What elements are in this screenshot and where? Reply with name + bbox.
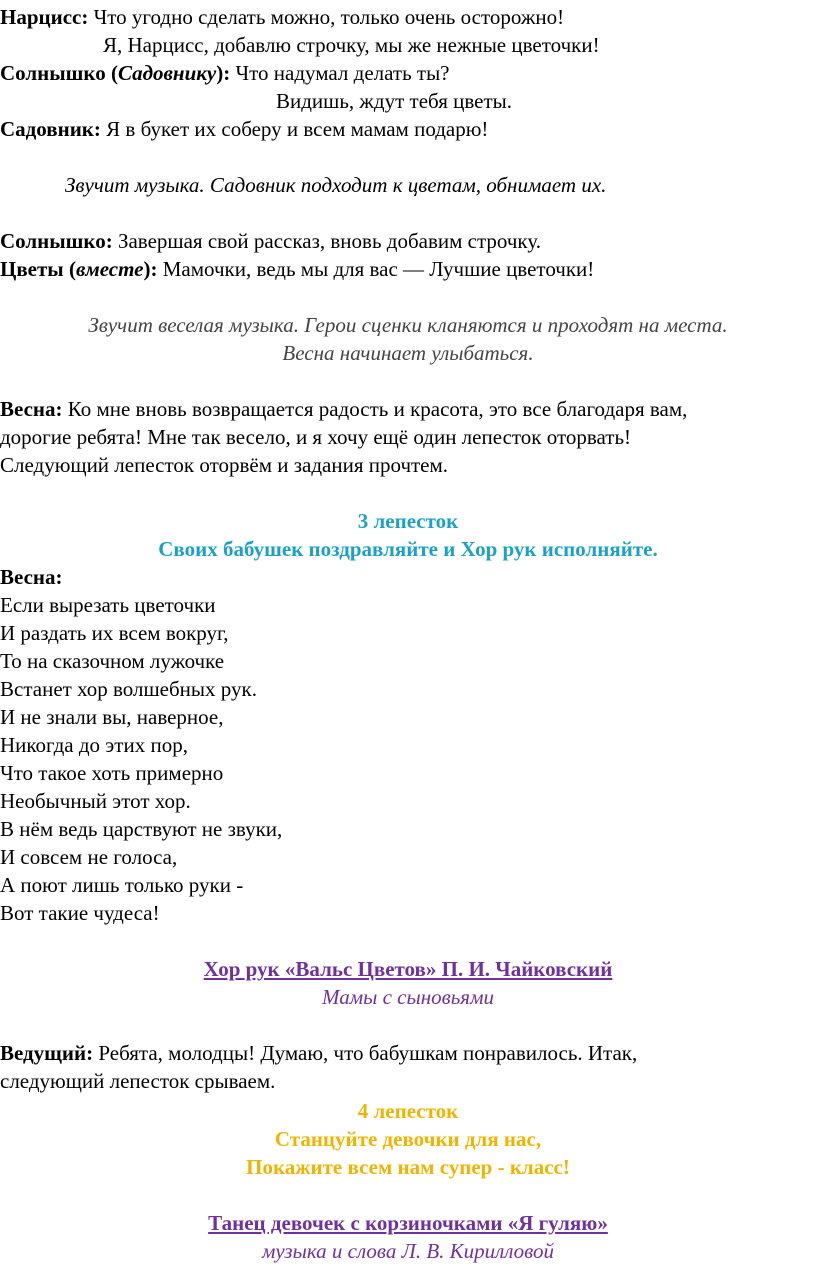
poem-line: А поют лишь только руки - <box>0 873 244 897</box>
gardener-line <box>0 115 488 143</box>
performance-1-subtitle: Мамы с сыновьями <box>322 985 494 1009</box>
petal-4-line-2: Покажите всем нам супер - класс! <box>246 1155 570 1179</box>
speaker-narcissus: Нарцисс: <box>0 5 89 29</box>
performance-2-subtitle: музыка и слова Л. В. Кирилловой <box>261 1239 555 1263</box>
sun-line <box>0 59 450 87</box>
speaker-flowers-end: ): <box>143 257 158 281</box>
performance-1-title: Хор рук «Вальс Цветов» П. И. Чайковский <box>203 957 613 981</box>
spring-line-3: Следующий лепесток оторвём и задания прочтем. <box>0 453 449 477</box>
speaker-sun-end: ): <box>216 61 231 85</box>
host-line-2: следующий лепесток срываем. <box>0 1069 276 1093</box>
spring-line-2: дорогие ребята! Мне так весело, и я хочу ещё один лепесток оторвать! <box>0 425 632 449</box>
speaker-sun: Солнышко ( <box>0 61 118 85</box>
host-text: Ребята, молодцы! Думаю, что бабушкам понравилось. Итак, <box>93 1041 638 1065</box>
flowers-line <box>0 255 594 283</box>
poem-line: Что такое хоть примерно <box>0 761 224 785</box>
stage-direction-1: Звучит музыка. Садовник подходит к цветам, обнимает их. <box>65 173 607 197</box>
poem-line: Встанет хор волшебных рук. <box>0 677 257 701</box>
petal-4-line-1: Станцуйте девочки для нас, <box>274 1127 542 1151</box>
sun-text-2: Завершая свой рассказ, вновь добавим строчку. <box>112 229 541 253</box>
stage-direction-to-gardener: Садовнику <box>117 61 217 85</box>
poem-line: Необычный этот хор. <box>0 789 191 813</box>
speaker-host: Ведущий: <box>0 1041 94 1065</box>
petal-3-subtitle: Своих бабушек поздравляйте и Хор рук исполняйте. <box>158 537 658 561</box>
sun-line-3 <box>0 227 541 255</box>
performance-2-title: Танец девочек с корзиночками «Я гуляю» <box>208 1211 608 1235</box>
stage-direction-2b: Весна начинает улыбаться. <box>282 341 534 365</box>
stage-direction-together: вместе <box>75 257 144 281</box>
narcissus-text: Что угодно сделать можно, только очень осторожно! <box>88 5 565 29</box>
petal-3-title: 3 лепесток <box>357 509 459 533</box>
spring-line <box>0 395 687 423</box>
stage-direction-2a: Звучит веселая музыка. Герои сценки кланяются и проходят на места. <box>88 313 728 337</box>
flowers-text: Мамочки, ведь мы для вас — Лучшие цветочки! <box>157 257 595 281</box>
sun-line-2: Видишь, ждут тебя цветы. <box>276 89 512 113</box>
poem-line: И раздать их всем вокруг, <box>0 621 229 645</box>
speaker-flowers: Цветы ( <box>0 257 76 281</box>
petal-4-title: 4 лепесток <box>357 1099 459 1123</box>
speaker-sun-2: Солнышко: <box>0 229 113 253</box>
poem-line: Никогда до этих пор, <box>0 733 188 757</box>
poem-line: И совсем не голоса, <box>0 845 178 869</box>
poem-line: То на сказочном лужочке <box>0 649 225 673</box>
narcissus-line-2: Я, Нарцисс, добавлю строчку, мы же нежные цветочки! <box>103 33 600 57</box>
spring-text: Ко мне вновь возвращается радость и красота, это все благодаря вам, <box>62 397 688 421</box>
narcissus-line <box>0 3 564 31</box>
speaker-gardener: Садовник: <box>0 117 101 141</box>
gardener-text: Я в букет их соберу и всем мамам подарю! <box>100 117 489 141</box>
poem-line: Если вырезать цветочки <box>0 593 216 617</box>
host-line <box>0 1039 637 1067</box>
poem-speaker: Весна: <box>0 565 63 589</box>
sun-text: Что надумал делать ты? <box>230 61 450 85</box>
poem-line: В нём ведь царствуют не звуки, <box>0 817 283 841</box>
poem-line: Вот такие чудеса! <box>0 901 160 925</box>
poem-line: И не знали вы, наверное, <box>0 705 224 729</box>
speaker-spring: Весна: <box>0 397 63 421</box>
